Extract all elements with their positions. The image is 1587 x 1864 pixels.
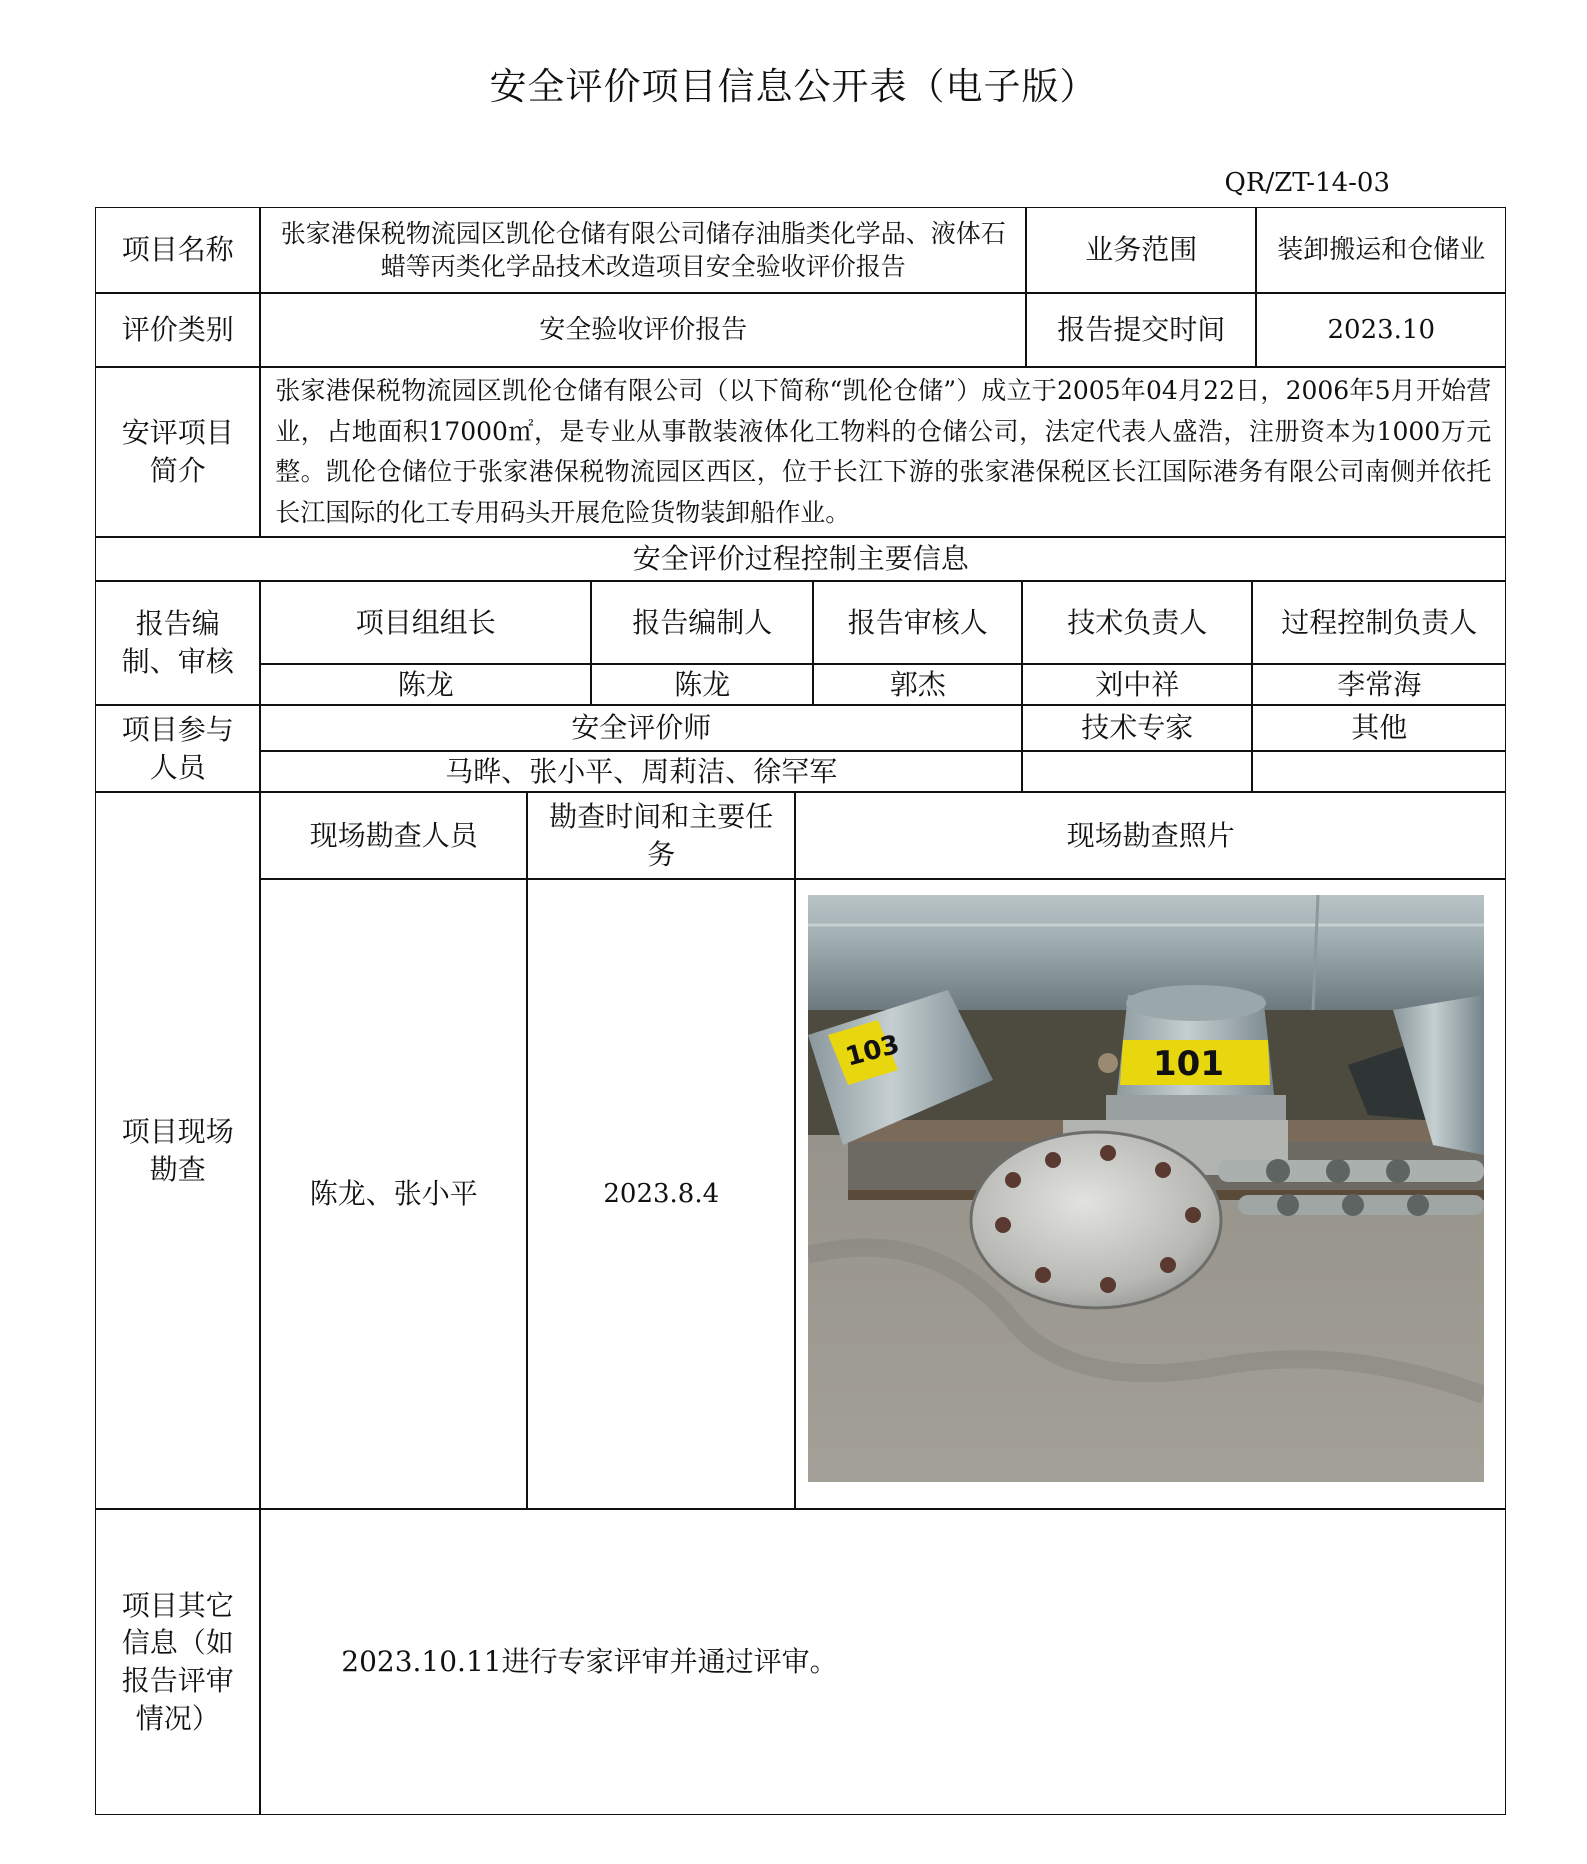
site-survey-label: 项目现场勘查 [95,792,260,1509]
other-info-value: 2023.10.11进行专家评审并通过评审。 [260,1509,1506,1815]
header-report-reviewer: 报告审核人 [813,581,1022,664]
value-report-compiler: 陈龙 [591,664,813,705]
value-team-leader: 陈龙 [260,664,591,705]
value-report-reviewer: 郭杰 [813,664,1022,705]
participants-label: 项目参与人员 [95,705,260,792]
project-intro-value: 张家港保税物流园区凯伦仓储有限公司（以下简称“凯伦仓储”）成立于2005年04月22日，2006年5月开始营业，占地面积17000㎡，是专业从事散装液体化工物料的仓储公司，法定代表人盛浩，注册资本为1000万元整。凯伦仓储位于张家港保税物流园区西区，位于长江下游的张家港保税区长江国际港务有限公司南侧并依托长江国际的化工专用码头开展危险货物装卸船作业。 [260,367,1506,537]
other-header: 其他 [1252,705,1506,751]
process-section-title: 安全评价过程控制主要信息 [95,537,1506,581]
header-technical-lead: 技术负责人 [1022,581,1252,664]
expert-header: 技术专家 [1022,705,1252,751]
survey-staff-value: 陈龙、张小平 [260,879,527,1509]
survey-photo-header: 现场勘查照片 [795,792,1506,879]
other-names [1252,751,1506,792]
survey-staff-header: 现场勘查人员 [260,792,527,879]
value-technical-lead: 刘中祥 [1022,664,1252,705]
header-process-control-lead: 过程控制负责人 [1252,581,1506,664]
project-name-label: 项目名称 [95,207,260,293]
page-title: 安全评价项目信息公开表（电子版） [489,65,1098,108]
header-report-compiler: 报告编制人 [591,581,813,664]
value-process-control-lead: 李常海 [1252,664,1506,705]
evaluation-category-label: 评价类别 [95,293,260,367]
expert-names [1022,751,1252,792]
report-submit-value: 2023.10 [1256,293,1506,367]
report-submit-label: 报告提交时间 [1026,293,1256,367]
evaluation-category-value: 安全验收评价报告 [260,293,1026,367]
report-compile-label: 报告编制、审核 [95,581,260,705]
document-code: QR/ZT-14-03 [1224,168,1390,198]
evaluator-header: 安全评价师 [260,705,1022,751]
pipe-label-left: 103 [842,1029,903,1073]
header-team-leader: 项目组组长 [260,581,591,664]
site-survey-photo [808,895,1484,1482]
project-intro-label: 安评项目简介 [95,367,260,537]
business-scope-label: 业务范围 [1026,207,1256,293]
business-scope-value: 装卸搬运和仓储业 [1256,207,1506,293]
other-info-label: 项目其它信息（如报告评审情况） [95,1509,260,1815]
pipe-label-center: 101 [1153,1044,1224,1084]
survey-date-value: 2023.8.4 [527,879,795,1509]
project-name-value: 张家港保税物流园区凯伦仓储有限公司储存油脂类化学品、液体石蜡等丙类化学品技术改造项目安全验收评价报告 [260,207,1026,293]
evaluator-names: 马晔、张小平、周莉洁、徐罕军 [260,751,1022,792]
survey-task-header: 勘查时间和主要任务 [527,792,795,879]
